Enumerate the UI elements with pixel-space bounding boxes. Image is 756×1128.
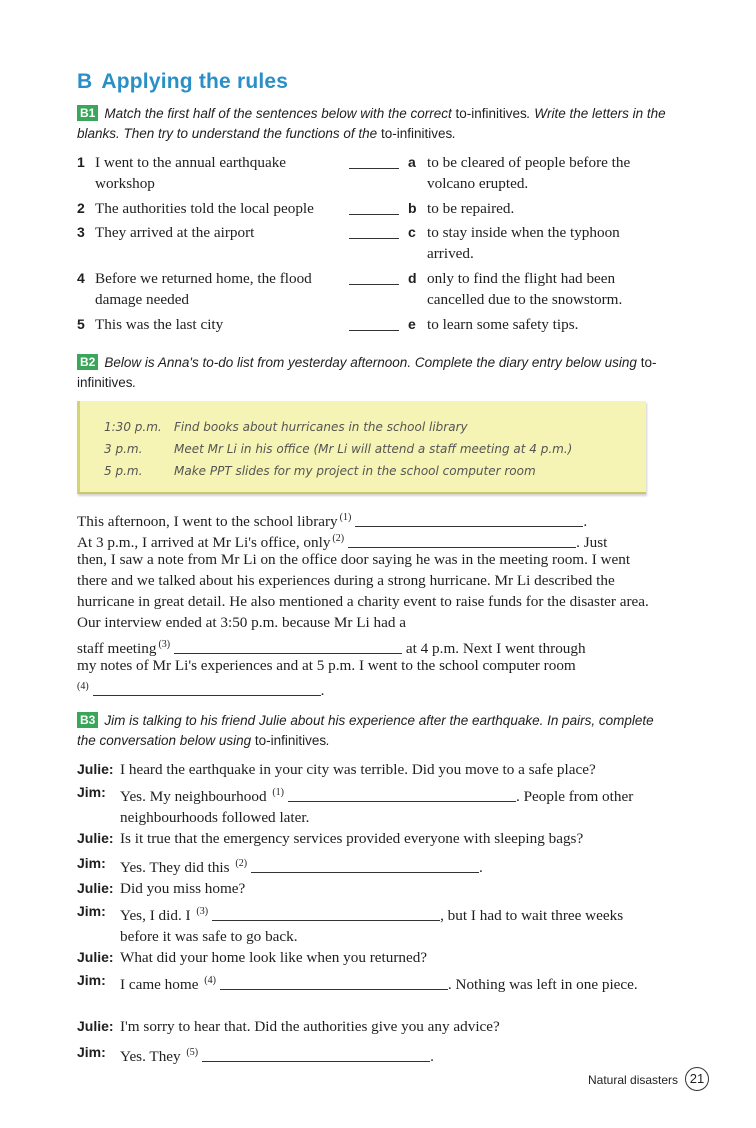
diary-line-1: This afternoon, I went to the school library $^{(1)}$ . bbox=[77, 512, 588, 530]
answer-blank-1[interactable] bbox=[349, 168, 399, 169]
page-number: 21 bbox=[685, 1067, 709, 1091]
conversation-line: Jim: Yes. They $^{(5)}$ . bbox=[77, 1044, 434, 1065]
footer-label: Natural disasters bbox=[588, 1073, 679, 1087]
b1-tag: B1 bbox=[77, 105, 98, 121]
diary-blank-4[interactable] bbox=[93, 681, 321, 696]
diary-blank-3[interactable] bbox=[174, 639, 402, 654]
section-heading: Applying the rules bbox=[101, 70, 289, 93]
conversation-blank-5[interactable] bbox=[202, 1047, 430, 1062]
b3-instruction: B3 Jim is talking to his friend Julie about his experience after the earthquake. In pairs, complete the conversation below using to-infinitives. bbox=[77, 713, 654, 748]
match-row-4: 4 Before we returned home, the flood damage needed d only to find the flight had been cancelled due to the snowstorm. bbox=[77, 270, 623, 308]
b3-tag: B3 bbox=[77, 712, 98, 728]
diary-blank-1[interactable] bbox=[355, 512, 583, 527]
conversation-line: Julie: What did your home look like when you returned? bbox=[77, 949, 428, 966]
match-row-5: 5 This was the last city e to learn some safety tips. bbox=[77, 316, 579, 333]
conversation-line: Julie: Is it true that the emergency services provided everyone with sleeping bags? bbox=[77, 830, 584, 847]
conversation-line: Julie: I heard the earthquake in your city was terrible. Did you move to a safe place? bbox=[77, 761, 596, 778]
b1-instruction: B1 Match the first half of the sentences below with the correct to-infinitives. Write the letters in the blanks. Then try to understand the functions of the to-infinitives. bbox=[77, 106, 666, 141]
todo-note: 1:30 p.m. Find books about hurricanes in the school library 3 p.m. Meet Mr Li in his office (Mr Li will attend a staff meeting at 4 p.m.) 5 p.m. Make PPT slides for my project in the school computer room bbox=[77, 401, 646, 494]
conversation-blank-3[interactable] bbox=[212, 906, 440, 921]
conversation-line: Jim: Yes. They did this $^{(2)}$ . bbox=[77, 855, 483, 876]
conversation-blank-2[interactable] bbox=[251, 858, 479, 873]
b2-tag: B2 bbox=[77, 354, 98, 370]
conversation-line: Jim: Yes, I did. I $^{(3)}$ , but I had to wait three weeks before it was safe to go back. bbox=[77, 903, 624, 945]
diary-line-4: my notes of Mr Li's experiences and at 5 p.m. I went to the school computer room bbox=[77, 657, 576, 674]
diary-blank-2[interactable] bbox=[348, 533, 576, 548]
match-row-3: 3 They arrived at the airport c to stay inside when the typhoon arrived. bbox=[77, 224, 620, 262]
b2-instruction: B2 Below is Anna's to-do list from yesterday afternoon. Complete the diary entry below using to-infinitives. bbox=[77, 355, 657, 390]
answer-blank-3[interactable] bbox=[349, 238, 399, 239]
diary-line-2: At 3 p.m., I arrived at Mr Li's office, only $^{(2)}$ . Just bbox=[77, 533, 608, 551]
conversation-blank-4[interactable] bbox=[220, 975, 448, 990]
answer-blank-2[interactable] bbox=[349, 214, 399, 215]
conversation-line: Jim: I came home $^{(4)}$ . Nothing was left in one piece. bbox=[77, 972, 638, 993]
conversation-line: Jim: Yes. My neighbourhood $^{(1)}$ . People from other neighbourhoods followed later. bbox=[77, 784, 634, 826]
conversation-blank-1[interactable] bbox=[288, 787, 516, 802]
diary-line-5: $^{(4)}$ . bbox=[77, 681, 325, 699]
section-title bbox=[77, 70, 288, 94]
match-row-1: 1 I went to the annual earthquake workshop a to be cleared of people before the volcano erupted. bbox=[77, 154, 631, 192]
conversation-line: Julie: Did you miss home? bbox=[77, 880, 246, 897]
match-row-2: 2 The authorities told the local people b to be repaired. bbox=[77, 200, 515, 217]
diary-line-3: staff meeting $^{(3)}$ at 4 p.m. Next I went through bbox=[77, 639, 586, 657]
conversation-line: Julie: I'm sorry to hear that. Did the authorities give you any advice? bbox=[77, 1018, 500, 1035]
answer-blank-4[interactable] bbox=[349, 284, 399, 285]
answer-blank-5[interactable] bbox=[349, 330, 399, 331]
diary-body: then, I saw a note from Mr Li on the office door saying he was in the meeting room. I went there and we talked about his experiences during a strong hurricane. Mr Li described the hurricane in great detail. He also mentioned a charity event to raise funds for the disaster area. Our interview ended at 3:50 p.m. because Mr Li had a bbox=[77, 551, 649, 631]
section-letter: B bbox=[77, 70, 93, 93]
